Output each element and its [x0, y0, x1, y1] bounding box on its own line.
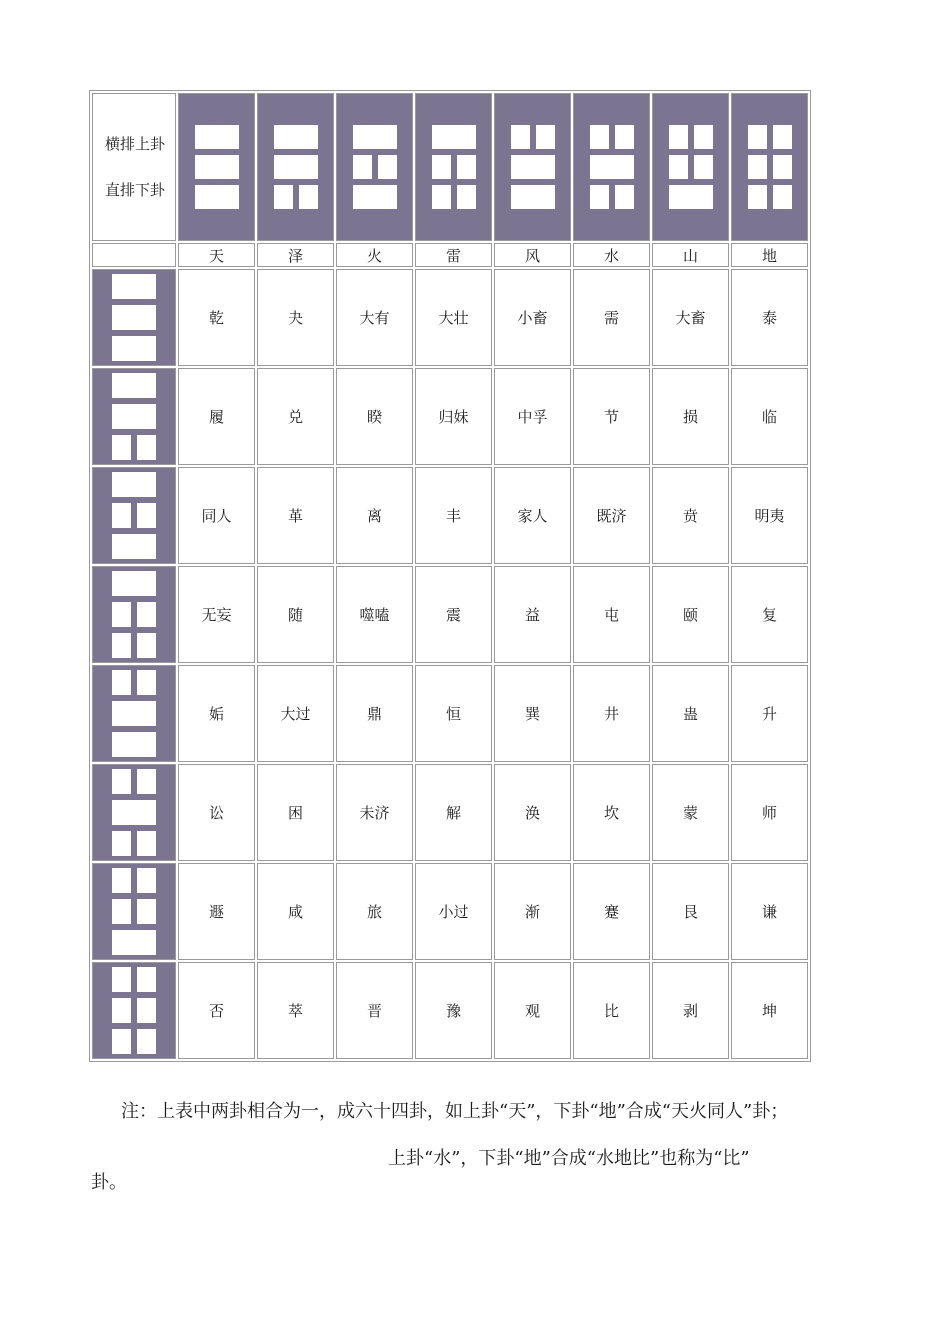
hexagram-cell: 睽 [336, 368, 413, 465]
yin-line [748, 155, 792, 179]
yang-line [274, 125, 318, 149]
dui-trigram-icon [93, 373, 175, 460]
yang-line [112, 472, 156, 497]
trigram-name: 天 [178, 243, 255, 267]
hexagram-cell: 大过 [257, 665, 334, 762]
hexagram-cell: 咸 [257, 863, 334, 960]
hexagram-cell: 震 [415, 566, 492, 663]
yin-line [590, 185, 634, 209]
trigram-header-row [92, 93, 808, 241]
hexagram-cell: 夬 [257, 269, 334, 366]
trigram-name: 地 [731, 243, 808, 267]
yang-line [112, 336, 156, 361]
hexagram-cell: 节 [573, 368, 650, 465]
yin-line [274, 185, 318, 209]
trigram-name: 雷 [415, 243, 492, 267]
kun-trigram-icon [93, 967, 175, 1054]
yang-line [511, 185, 555, 209]
hexagram-cell: 乾 [178, 269, 255, 366]
hexagram-cell: 噬嗑 [336, 566, 413, 663]
lower-trigram-header [92, 368, 176, 465]
hexagram-cell: 需 [573, 269, 650, 366]
hexagram-cell: 遯 [178, 863, 255, 960]
gen-trigram-icon [653, 125, 728, 209]
table-corner-label [92, 93, 176, 241]
hexagram-cell: 革 [257, 467, 334, 564]
yang-line [511, 155, 555, 179]
trigram-name: 泽 [257, 243, 334, 267]
yang-line [274, 155, 318, 179]
trigram-name: 火 [336, 243, 413, 267]
yin-line [669, 125, 713, 149]
hexagram-cell: 贲 [652, 467, 729, 564]
hexagram-cell: 临 [731, 368, 808, 465]
note-line-2: 上卦“水”，下卦“地”合成“水地比”也称为“比” [388, 1148, 750, 1169]
corner-label-upper: 横排上卦 [104, 135, 165, 153]
corner-label-lower: 直排下卦 [104, 181, 165, 199]
xun-trigram-icon [495, 125, 570, 209]
hexagram-cell: 大壮 [415, 269, 492, 366]
yang-line [112, 732, 156, 757]
yin-line [669, 155, 713, 179]
hexagram-cell: 归妹 [415, 368, 492, 465]
yang-line [195, 125, 239, 149]
hexagram-cell: 鼎 [336, 665, 413, 762]
hexagram-cell: 姤 [178, 665, 255, 762]
hexagram-cell: 无妄 [178, 566, 255, 663]
hexagram-cell: 否 [178, 962, 255, 1059]
hexagram-cell: 颐 [652, 566, 729, 663]
blank-cell [92, 243, 176, 267]
lower-trigram-header [92, 863, 176, 960]
yang-line [112, 701, 156, 726]
hexagram-cell: 明夷 [731, 467, 808, 564]
hexagram-cell: 履 [178, 368, 255, 465]
table-row [92, 566, 808, 663]
upper-trigram-header [336, 93, 413, 241]
hexagram-table [89, 90, 811, 1062]
hexagram-cell: 未济 [336, 764, 413, 861]
hexagram-cell: 蹇 [573, 863, 650, 960]
lower-trigram-header [92, 269, 176, 366]
yang-line [353, 185, 397, 209]
lower-trigram-header [92, 962, 176, 1059]
kan-trigram-icon [574, 125, 649, 209]
hexagram-cell: 兑 [257, 368, 334, 465]
qian-trigram-icon [93, 274, 175, 361]
hexagram-cell: 蛊 [652, 665, 729, 762]
yin-line [112, 967, 156, 992]
yin-line [590, 125, 634, 149]
hexagram-cell: 损 [652, 368, 729, 465]
hexagram-cell: 泰 [731, 269, 808, 366]
zhen-trigram-icon [416, 125, 491, 209]
yang-line [590, 155, 634, 179]
hexagram-cell: 离 [336, 467, 413, 564]
hexagram-cell: 中孚 [494, 368, 571, 465]
yang-line [432, 125, 476, 149]
zhen-trigram-icon [93, 571, 175, 658]
yang-line [195, 185, 239, 209]
yin-line [511, 125, 555, 149]
yin-line [112, 602, 156, 627]
gen-trigram-icon [93, 868, 175, 955]
yin-line [748, 125, 792, 149]
yang-line [353, 125, 397, 149]
yin-line [112, 998, 156, 1023]
hexagram-cell: 讼 [178, 764, 255, 861]
yang-line [112, 571, 156, 596]
table-row [92, 764, 808, 861]
hexagram-cell: 豫 [415, 962, 492, 1059]
yin-line [432, 155, 476, 179]
yin-line [112, 670, 156, 695]
yang-line [112, 800, 156, 825]
hexagram-cell: 艮 [652, 863, 729, 960]
yin-line [432, 185, 476, 209]
hexagram-cell: 解 [415, 764, 492, 861]
hexagram-cell: 困 [257, 764, 334, 861]
yin-line [112, 831, 156, 856]
yin-line [112, 899, 156, 924]
hexagram-cell: 蒙 [652, 764, 729, 861]
lower-trigram-header [92, 467, 176, 564]
hexagram-cell: 师 [731, 764, 808, 861]
table-row [92, 467, 808, 564]
hexagram-cell: 小过 [415, 863, 492, 960]
yin-line [112, 1029, 156, 1054]
trigram-name-row [92, 243, 808, 267]
yin-line [112, 435, 156, 460]
yang-line [112, 404, 156, 429]
hexagram-cell: 复 [731, 566, 808, 663]
note-line-3: 卦。 [91, 1172, 127, 1193]
note-line-1: 注：上表中两卦相合为一，成六十四卦，如上卦“天”，下卦“地”合成“天火同人”卦； [121, 1101, 789, 1122]
table-row [92, 368, 808, 465]
lower-trigram-header [92, 665, 176, 762]
trigram-name: 风 [494, 243, 571, 267]
upper-trigram-header [494, 93, 571, 241]
kan-trigram-icon [93, 769, 175, 856]
li-trigram-icon [93, 472, 175, 559]
yin-line [112, 868, 156, 893]
kun-trigram-icon [732, 125, 807, 209]
xun-trigram-icon [93, 670, 175, 757]
hexagram-cell: 巽 [494, 665, 571, 762]
hexagram-cell: 大畜 [652, 269, 729, 366]
hexagram-cell: 坎 [573, 764, 650, 861]
hexagram-cell: 旅 [336, 863, 413, 960]
yin-line [353, 155, 397, 179]
yang-line [112, 534, 156, 559]
yin-line [112, 769, 156, 794]
lower-trigram-header [92, 764, 176, 861]
hexagram-cell: 剥 [652, 962, 729, 1059]
dui-trigram-icon [258, 125, 333, 209]
hexagram-cell: 观 [494, 962, 571, 1059]
table-row [92, 962, 808, 1059]
hexagram-cell: 随 [257, 566, 334, 663]
hexagram-cell: 恒 [415, 665, 492, 762]
hexagram-cell: 比 [573, 962, 650, 1059]
upper-trigram-header [415, 93, 492, 241]
upper-trigram-header [178, 93, 255, 241]
li-trigram-icon [337, 125, 412, 209]
upper-trigram-header [652, 93, 729, 241]
yin-line [112, 633, 156, 658]
upper-trigram-header [731, 93, 808, 241]
hexagram-cell: 萃 [257, 962, 334, 1059]
hexagram-cell: 大有 [336, 269, 413, 366]
yang-line [112, 373, 156, 398]
hexagram-cell: 同人 [178, 467, 255, 564]
trigram-name: 山 [652, 243, 729, 267]
hexagram-cell: 晋 [336, 962, 413, 1059]
hexagram-cell: 屯 [573, 566, 650, 663]
yang-line [112, 274, 156, 299]
trigram-name: 水 [573, 243, 650, 267]
hexagram-cell: 升 [731, 665, 808, 762]
yin-line [748, 185, 792, 209]
hexagram-cell: 渐 [494, 863, 571, 960]
yang-line [112, 305, 156, 330]
hexagram-cell: 家人 [494, 467, 571, 564]
yang-line [669, 185, 713, 209]
table-row [92, 269, 808, 366]
yang-line [195, 155, 239, 179]
yin-line [112, 503, 156, 528]
hexagram-cell: 丰 [415, 467, 492, 564]
qian-trigram-icon [179, 125, 254, 209]
upper-trigram-header [257, 93, 334, 241]
hexagram-cell: 涣 [494, 764, 571, 861]
yang-line [112, 930, 156, 955]
hexagram-cell: 坤 [731, 962, 808, 1059]
table-row [92, 665, 808, 762]
lower-trigram-header [92, 566, 176, 663]
hexagram-cell: 谦 [731, 863, 808, 960]
upper-trigram-header [573, 93, 650, 241]
table-row [92, 863, 808, 960]
hexagram-cell: 井 [573, 665, 650, 762]
hexagram-cell: 益 [494, 566, 571, 663]
hexagram-cell: 既济 [573, 467, 650, 564]
hexagram-cell: 小畜 [494, 269, 571, 366]
